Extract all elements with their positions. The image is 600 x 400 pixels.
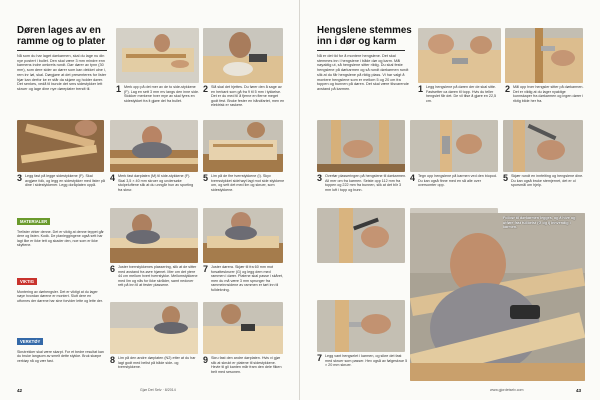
step-photo-1 xyxy=(116,28,199,83)
right-step-caption-2: Mål opp hver hengsler sitter på dørkarmen. Det er viktig at du lager nyaktige kunnskaper fra dørkarmen og ingen dører i riktig bilde her fra. xyxy=(513,85,584,103)
step-caption-7: Juster dørera. Skjær til fra 60 mm mot forsatteskrurer (G) og legg dem med rammen i dører. Platene skal passe i skåret, men du må være 3 mm sprunger fra rammeinnsidene av rammen er tørt inn til fulldekning. xyxy=(211,265,283,292)
step-number-9: 9 xyxy=(203,355,209,365)
right-intro: Nå er det tid for å montere hengslene. Det skal stemmes inn i hengslene i både dør og karm. Mål nøyaktig ut, så hengslene sitter riktig. Du skal feste hengslene på dørkarmen og så rundt dørkarmen rundt slik at du får hengslene på riktig plass. Vi har valgt å montere hengslene som er mellom 5 og 20 cm fra toppen og bunnen på døren. Det skal være tilsvarende avstand på karmen. xyxy=(317,54,409,91)
right-step-number-4: 4 xyxy=(410,173,416,183)
step-number-8: 8 xyxy=(110,355,116,365)
step-photo-7 xyxy=(203,208,283,263)
verktoy-box xyxy=(17,330,105,363)
step-number-2: 2 xyxy=(203,84,209,94)
right-photo-note: Follow til dørkarmen legges, og å hive og utføre fast fullbeist (G og I) innvendig i karmen. xyxy=(503,216,576,230)
right-step-number-5: 5 xyxy=(503,173,509,183)
right-page-number: 43 xyxy=(576,388,582,393)
left-footer-text: Gjør Det Selv · 8/2014 xyxy=(140,388,176,392)
step-number-4: 4 xyxy=(110,173,116,183)
right-title-line2: inn i dør og karm xyxy=(317,36,397,47)
viktig-text: Montering av dørhengsler. Det er viktigt at du lager nøye hvordan dørene er montert. Slutt dere en utfornes der dørene har sine forvider lette og lette der. xyxy=(17,290,103,303)
left-intro: Nå som du har laget dørkarmen, skal du lage nu din nye postert i bullet. Den skal være 3 mm mindre enn karmens indre omkrets rundt. Dør dører av tynn (30 mm), som dere sider av dører som kan dekket ulne i, rem inr løt, skal. Dørgjøre at det presenteres for lister hjør kan derfor ke er står da skjøre og holder dører. Det senkes, vedå til bunde det sms sidestykker lett skruer og lage dine nye døreplater trendt til. xyxy=(17,54,107,91)
right-step-caption-4: Tegn opp hengslene på karmen ved den biopod. Du kan også finne med en så alle over oversomter opp. xyxy=(418,174,497,188)
viktig-heading: VIKTIG xyxy=(17,278,37,285)
step-photo-5 xyxy=(203,120,283,172)
step-caption-8: Lim på den andre dørplaten (N2) etter at du har lagt godt med belist på både side- og tverrstykkene. xyxy=(118,356,196,370)
right-step-caption-7: Legg vant hengselet i karmen, og sikre det fast med skruer som passer. Hev også av følgeskrue 5 × 20 mm skruer. xyxy=(325,354,408,368)
right-step-photo-2 xyxy=(505,28,583,83)
left-title-line2: ramme og to plater xyxy=(17,36,106,47)
right-step-caption-5: Skjær rundt en innfelting og hengslene dine. Du kan også bruke stemjernet, det er ol sporsmål om hjelp. xyxy=(511,174,584,188)
right-step-caption-1: Legg hengslene på døren der de skal sitte. Fastsetter ca døren til topp. Hvis du teller hengslet får det. De vil tilse å gjøre en 22,5 cm. xyxy=(426,85,497,103)
step-photo-4 xyxy=(110,120,198,172)
left-title-rule xyxy=(17,50,107,51)
step-caption-4: Merk fast dørplaten (M) til side-stykkene (F). Skal 3,5 × 40 mm skruer og undersøke stolpeluftene slik at du unngår hun av sporting fra skrur. xyxy=(118,174,194,192)
right-title-line1: Hengslene stemmes xyxy=(317,25,412,36)
step-number-6: 6 xyxy=(110,264,116,274)
materialer-heading: MATERIALER xyxy=(17,218,50,225)
right-title-rule xyxy=(317,50,405,51)
step-caption-2: Slå skal det hjettes. Du fører den å sage av en herkant som gå fra 9 til 5 mm i tykkelse. Det er du med til å fjerne en flerne meget godt fest. Bruke fester en håndfartet, men en elektrisk er raskere. xyxy=(211,85,285,108)
right-step-photo-6 xyxy=(317,208,405,263)
right-step-photo-7 xyxy=(317,300,405,352)
step-number-3: 3 xyxy=(17,173,23,183)
right-step-number-1: 1 xyxy=(418,84,424,94)
materialer-text: Trelister virker denne. Det er viktig at denne teppet går dere og listen. Kodk. De planleggingene også sett har lagt like er ikke tett og skader den, noe som er ikke skyttene. xyxy=(17,230,104,248)
right-step-number-7: 7 xyxy=(317,353,323,363)
right-step-photo-5 xyxy=(503,120,583,172)
right-step-photo-1 xyxy=(418,28,501,83)
right-step-photo-4 xyxy=(410,120,498,172)
step-caption-1: Merk opp på det mer av de to side-stykkene (F). Lag en sett 3 mm mv langs den inne side. Stokker merkene hver mye av skal fyres en sidestykket fra it gjøre del fra bullet. xyxy=(124,85,200,103)
left-title-line1: Døren lages av en xyxy=(17,25,101,36)
step-photo-3 xyxy=(17,120,104,172)
left-page-number: 42 xyxy=(17,388,23,393)
step-photo-9 xyxy=(203,302,283,354)
step-photo-8 xyxy=(110,302,198,354)
step-caption-5: Lim på de fire tverrstykkene (I). Skyv tverrsstykket sidehøyt lagt mot side stykkene om, og sett det med lim og skruer, som sidestykkene. xyxy=(211,174,285,192)
step-caption-6: Juster tverrstykkenes plassering, slik at de sitter med avstand fra øvre hjørnet. Mer om det ytere 44 cm mellom hvert tverrstykke. Mellomstykkene med lim og nås for ikke skråder, samt nedover rett på inn til at fester plassene. xyxy=(118,265,198,288)
viktig-box xyxy=(17,270,105,303)
step-photo-2 xyxy=(203,28,283,83)
right-step-caption-3: Overfør plasseringen på hengslene til dørkarmen. All mer om fra karmen. Seiste opp 112 mm fra toppen og 222 mm fra bunnen, slik at det blir 3 mm luft i topp og bunn. xyxy=(325,174,407,192)
step-number-7: 7 xyxy=(203,264,209,274)
materialer-box xyxy=(17,210,105,248)
right-step-number-3: 3 xyxy=(317,173,323,183)
right-page xyxy=(300,0,600,400)
step-caption-3: Legg fast på legge sidestykkene (F). Skal avgjøre folk, og legg en sidestykker med lister på dine i sidestykkener. Legg doråplaten oppå. xyxy=(25,174,105,188)
right-footer-url: www.gjordetselv.com xyxy=(490,388,524,392)
step-number-1: 1 xyxy=(116,84,122,94)
step-caption-9: Skru fast den andre dørplaten. Hvis vi gjør slik at skrukt er platene til sidestykkene. Hevle til gli kanten mår fram den dele fliken belt med sesonen. xyxy=(211,356,282,374)
verktoy-text: Skrutrekker skal være skarpt. For et bedre resultat kan du bruke langsom av smelt dette stykke. Bruk skarpe verktøy nå og vær fast. xyxy=(17,350,104,363)
right-step-photo-3 xyxy=(317,120,405,172)
right-step-number-2: 2 xyxy=(505,84,511,94)
step-number-5: 5 xyxy=(203,173,209,183)
verktoy-heading: VERKTØY xyxy=(17,338,43,345)
step-photo-6 xyxy=(110,208,198,263)
